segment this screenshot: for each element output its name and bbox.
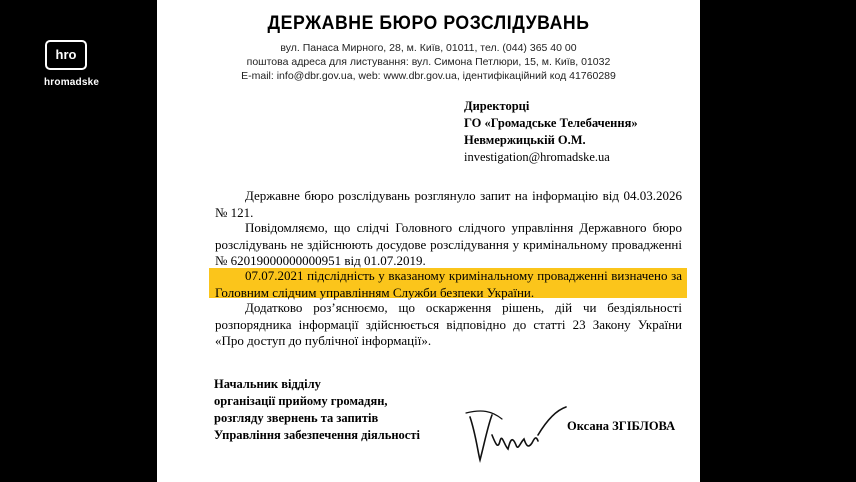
handwritten-signature — [462, 405, 572, 465]
letterhead-title: ДЕРЖАВНЕ БЮРО РОЗСЛІДУВАНЬ — [267, 13, 590, 34]
logo-text: hromadske — [44, 77, 100, 88]
recipient-email: investigation@hromadske.ua — [464, 150, 610, 164]
recipient-line-2: ГО «Громадське Телебачення» — [464, 116, 638, 130]
document-page — [157, 0, 700, 482]
paragraph-request: Державне бюро розслідувань розглянуло запит на інформацію від 04.03.2026 № 121. — [215, 188, 682, 220]
letterhead-address: вул. Панаса Мирного, 28, м. Київ, 01011, тел. (044) 365 40 00 — [280, 42, 577, 54]
paragraph-notice: Повідомляємо, що слідчі Головного слідчого управління Державного бюро розслідувань не здійснюють досудове розслідування у кримінальному провадженні № 62019000000000951 від 01.07.2019. — [215, 220, 682, 268]
signature-line-4: Управління забезпечення діяльності — [214, 428, 420, 442]
recipient-line-3: Невмержицькій О.М. — [464, 133, 586, 147]
letterhead-contact: E-mail: info@dbr.gov.ua, web: www.dbr.gov.ua, ідентифікаційний код 41760289 — [241, 70, 616, 82]
signature-line-2: організації прийому громадян, — [214, 394, 388, 408]
signature-line-1: Начальник відділу — [214, 377, 321, 391]
signature-position — [214, 376, 420, 444]
letterhead-postal: поштова адреса для листування: вул. Симона Петлюри, 15, м. Київ, 01032 — [246, 56, 611, 68]
hromadske-logo — [44, 40, 100, 88]
paragraph-clarification: Додатково роз’яснюємо, що оскарження рішень, дій чи бездіяльності розпорядника інформації здійснюється відповідно до статті 23 Закону України «Про доступ до публічної інформації». — [215, 300, 682, 348]
signature-line-3: розгляду звернень та запитів — [214, 411, 379, 425]
logo-mark: hro — [45, 40, 87, 70]
signer-name: Оксана ЗГІБЛОВА — [567, 419, 676, 433]
recipient-line-1: Директорці — [464, 99, 530, 113]
paragraph-highlighted: 07.07.2021 підслідність у вказаному кримінальному провадженні визначено за Головним слідчим управлінням Служби безпеки України. — [215, 268, 682, 300]
recipient-block — [464, 98, 638, 166]
